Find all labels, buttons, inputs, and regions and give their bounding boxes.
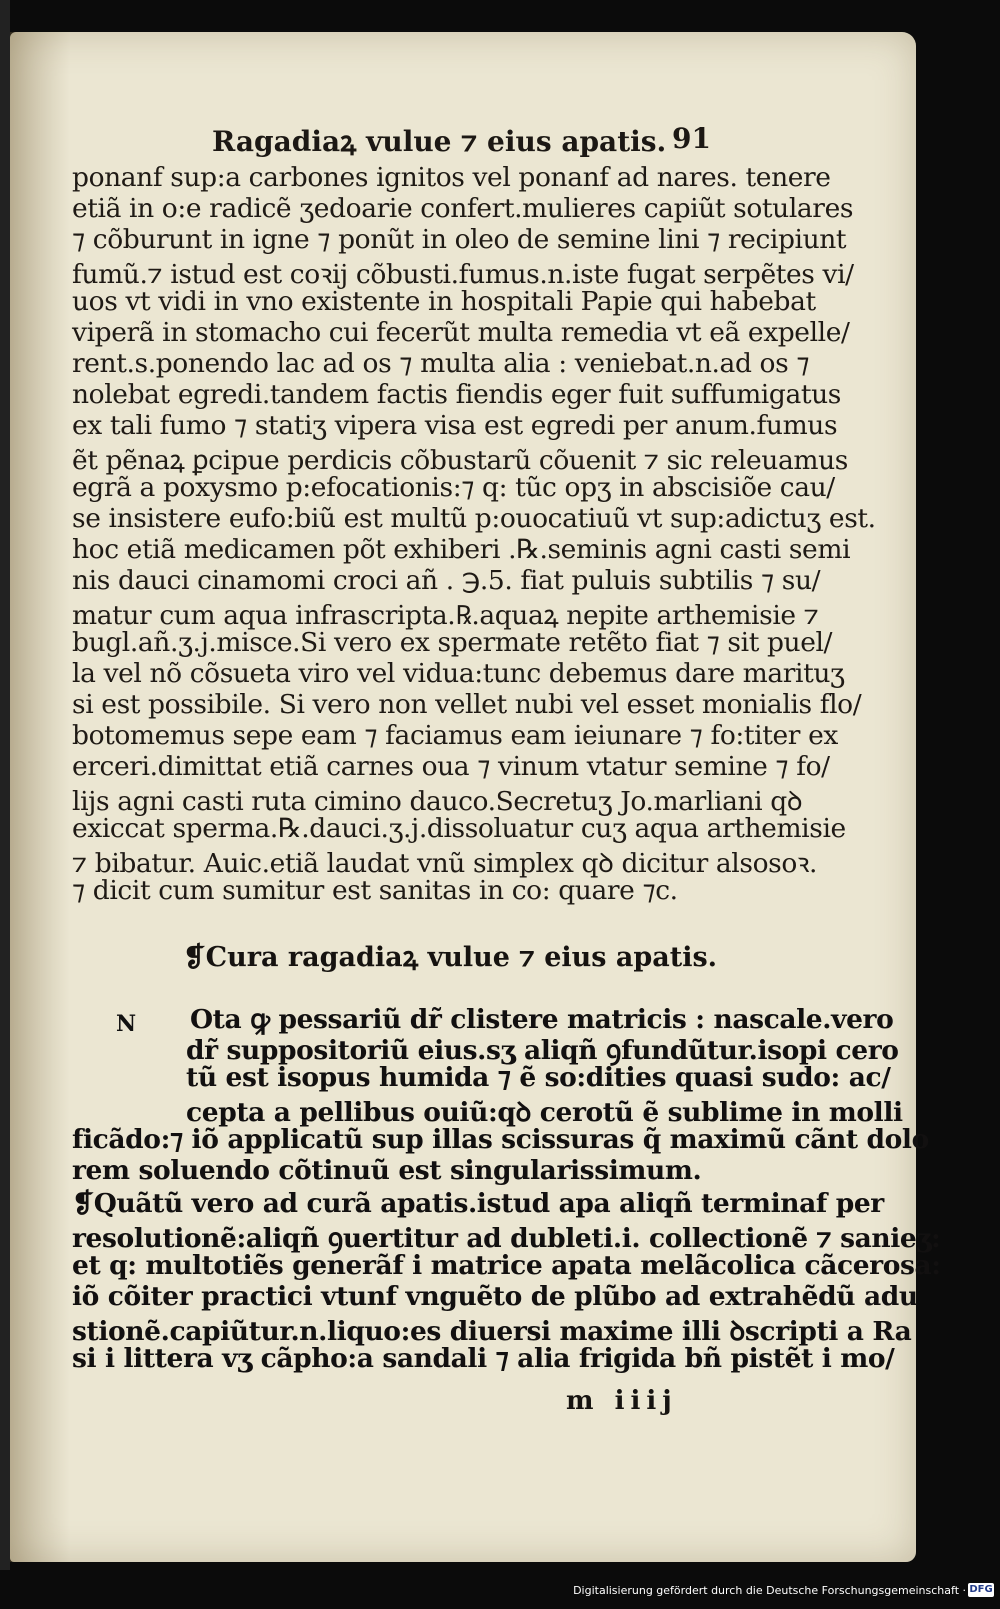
text-line: la vel nõ cõsueta viro vel vidua:tunc debemus dare marituʒ [72, 658, 845, 689]
page-gutter-shading [10, 32, 70, 1562]
text-line: hoc etiã medicamen põt exhiberi .℞.seminis agni casti semi [72, 534, 851, 565]
text-line: cepta a pellibus ouiũ:qꝺ cerotũ ẽ sublime in molli [186, 1097, 903, 1128]
text-line: uos vt vidi in vno existente in hospitali Papie qui habebat [72, 286, 816, 317]
text-line: nis dauci cinamomi croci añ . ℈.5. fiat puluis subtilis ⁊ su/ [72, 565, 821, 596]
text-line: ⁊ dicit cum sumitur est sanitas in co: quare ⁊c. [72, 875, 678, 906]
text-line: rem soluendo cõtinuũ est singularissimum. [72, 1155, 702, 1186]
dfg-logo: DFG [969, 1584, 993, 1595]
text-line: ficãdo:⁊ iõ applicatũ sup illas scissuras q̃ maximũ cãnt dolo [72, 1124, 929, 1155]
text-line: stionẽ.capiũtur.n.liquo:es diuersi maxime illi ꝺscripti a Ra [72, 1316, 912, 1347]
left-edge-shadow [0, 0, 10, 1570]
signature-mark: m iiij [566, 1386, 678, 1416]
text-line: ⁊ bibatur. Auic.etiã laudat vnũ simplex qꝺ dicitur alsosoꝛ. [72, 848, 818, 879]
guide-initial-letter: N [116, 1011, 137, 1037]
text-line: ❡Quãtũ vero ad curã apatis.istud apa aliqñ terminaf per [72, 1188, 884, 1219]
text-line: ponanf sup:a carbones ignitos vel ponanf ad nares. tenere [72, 162, 831, 193]
text-line: ẽt pẽnaꝝ ꝑcipue perdicis cõbustarũ cõuenit ⁊ sic releuamus [72, 445, 848, 476]
page-header [0, 122, 1000, 162]
text-line: etiã in o:e radicẽ ʒedoarie confert.mulieres capiũt sotulares [72, 193, 854, 224]
text-line: se insistere eufo:biũ est multũ p:ouocatiuũ vt sup:adictuʒ est. [72, 503, 876, 534]
text-line: exiccat sperma.℞.dauci.ʒ.j.dissoluatur cuʒ aqua arthemisie [72, 813, 846, 844]
text-line: si i littera vʒ cãpho:a sandali ⁊ alia frigida bñ pistẽt i mo/ [72, 1343, 895, 1374]
text-line: et q: multotiẽs generãf i matrice apata melãcolica cãcerosa: [72, 1250, 941, 1281]
text-line: ⁊ cõburunt in igne ⁊ ponũt in oleo de semine lini ⁊ recipiunt [72, 224, 847, 255]
running-title: Ragadiaꝝ vulue ⁊ eius apatis. [212, 125, 667, 158]
text-line: lijs agni casti ruta cimino dauco.Secretuʒ Jo.marliani qꝺ [72, 786, 803, 817]
text-line: tũ est isopus humida ⁊ ẽ so:dities quasi sudo: ac/ [186, 1062, 891, 1093]
text-line: resolutionẽ:aliqñ ꝯuertitur ad dubleti.i. collectionẽ ⁊ sanieʒ: [72, 1223, 941, 1254]
text-line: bugl.añ.ʒ.j.misce.Si vero ex spermate retẽto fiat ⁊ sit puel/ [72, 627, 833, 658]
digitization-credit: Digitalisierung gefördert durch die Deutsche Forschungsgemeinschaft · [573, 1584, 966, 1597]
text-line: rent.s.ponendo lac ad os ⁊ multa alia : veniebat.n.ad os ⁊ [72, 348, 810, 379]
text-line: si est possibile. Si vero non vellet nubi vel esset monialis flo/ [72, 689, 862, 720]
text-line: egrã a poxysmo p:efocationis:⁊ q: tũc opʒ in abscisiõe cau/ [72, 472, 835, 503]
text-line: nolebat egredi.tandem factis fiendis eger fuit suffumigatus [72, 379, 841, 410]
text-line: erceri.dimittat etiã carnes oua ⁊ vinum vtatur semine ⁊ fo/ [72, 751, 830, 782]
text-line: viperã in stomacho cui fecerũt multa remedia vt eã expelle/ [72, 317, 850, 348]
text-line: fumũ.⁊ istud est coꝛij cõbusti.fumus.n.iste fugat serpẽtes vi/ [72, 259, 854, 290]
text-line: ex tali fumo ⁊ statiʒ vipera visa est egredi per anum.fumus [72, 410, 838, 441]
text-line: iõ cõiter practici vtunf vnguẽto de plũbo ad extrahẽdũ adu [72, 1281, 918, 1312]
text-line: matur cum aqua infrascripta.℞.aquaꝝ nepite arthemisie ⁊ [72, 600, 819, 631]
section-heading: ❡Cura ragadiaꝝ vulue ⁊ eius apatis. [183, 942, 718, 973]
text-line: botomemus sepe eam ⁊ faciamus eam ieiunare ⁊ fo:titer ex [72, 720, 838, 751]
text-line: Ota ꝙ pessariũ dr̃ clistere matricis : nascale.vero [190, 1004, 894, 1035]
text-line: dr̃ suppositoriũ eius.sʒ aliqñ ꝯfundũtur.isopi cero [186, 1035, 899, 1066]
folio-number: 91 [672, 122, 711, 155]
